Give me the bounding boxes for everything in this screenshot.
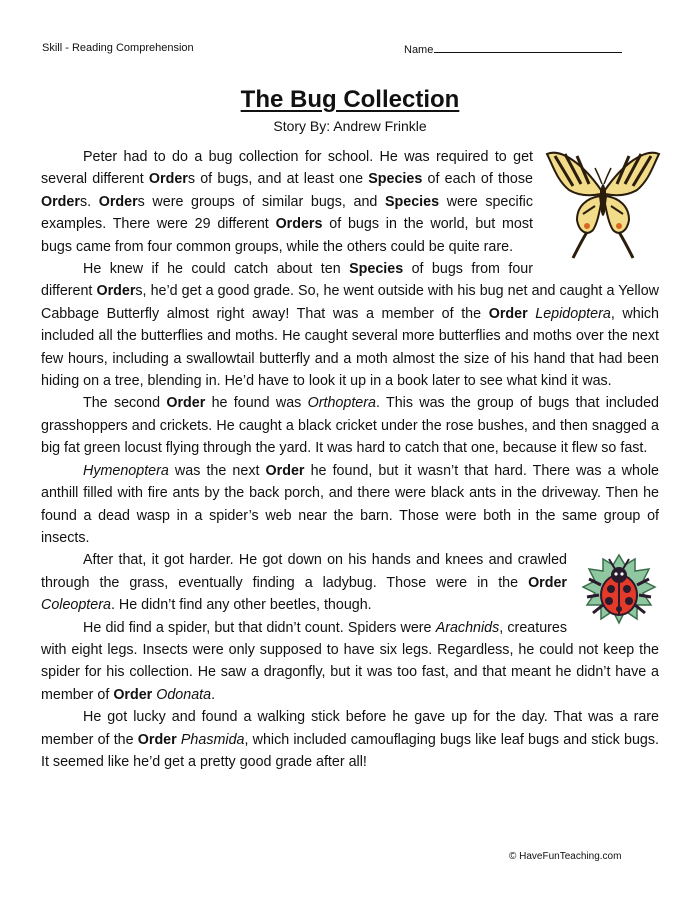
- paragraph: He got lucky and found a walking stick before he gave up for the day. That was a rare member of the Order Phasmida, which included camouflaging bugs like leaf bugs and stick bugs. It seemed like he’d get a pretty good grade after all!: [41, 709, 659, 770]
- paragraph: After that, it got harder. He got down on his hands and knees and crawled through the grass, eventually finding a ladybug. Those were in the Order Coleoptera. He didn’t find any other beetles, though.: [41, 552, 567, 614]
- story-title: The Bug Collection: [240, 86, 460, 113]
- copyright-footer: © HaveFunTeaching.com: [509, 851, 622, 862]
- name-field[interactable]: [404, 42, 622, 56]
- name-label: Name: [404, 44, 434, 56]
- skill-label: Skill - Reading Comprehension: [42, 42, 194, 54]
- paragraph: He knew if he could catch about ten Species of bugs from four different Orders, he’d get a good grade. So, he went outside with his bug net and caught a Yellow Cabbage Butterfly almost right away! That was a member of the Order Lepidoptera, which included all the butterflies and moths. He caught several more butterflies and moths over the next few hours, including a swallowtail butterfly and a moth almost the size of his hand that had been hiding on a tree, blending in. He’d have to look it up in a book later to see what kind it was.: [41, 261, 660, 390]
- paragraph: He did find a spider, but that didn’t count. Spiders were Arachnids, creatures with eight legs. Insects were only supposed to have six legs. Regardless, he could not keep the spider for his collection. He saw a dragonfly, but it was too fast, and that meant he didn’t have a member of Order Odonata.: [41, 619, 659, 703]
- paragraph: Peter had to do a bug collection for school. He was required to get several different Orders of bugs, and at least one Species of each of those Orders. Orders were groups of similar bugs, and Species were specific examples. There were 29 different Orders of bugs in the world, but most bugs came from four common groups, while the others could be quite rare.: [41, 149, 533, 255]
- story-body: [41, 146, 659, 773]
- butterfly-icon: [543, 144, 663, 262]
- paragraph: The second Order he found was Orthoptera. This was the group of bugs that included grasshoppers and crickets. He caught a black cricket under the rose bushes, and then snagged a big fat green locust flying through the yard. It was hard to catch that one, because it flew so fast.: [41, 395, 659, 457]
- paragraph: Hymenoptera was the next Order he found, but it wasn’t that hard. There was a whole anthill filled with fire ants by the back porch, and there were black ants in the driveway. Then he found a dead wasp in a spider’s web near the barn. Those were both in the same group of insects.: [41, 462, 659, 546]
- ladybug-icon: [579, 551, 659, 627]
- name-line[interactable]: [434, 42, 622, 53]
- story-byline: Story By: Andrew Frinkle: [273, 118, 427, 134]
